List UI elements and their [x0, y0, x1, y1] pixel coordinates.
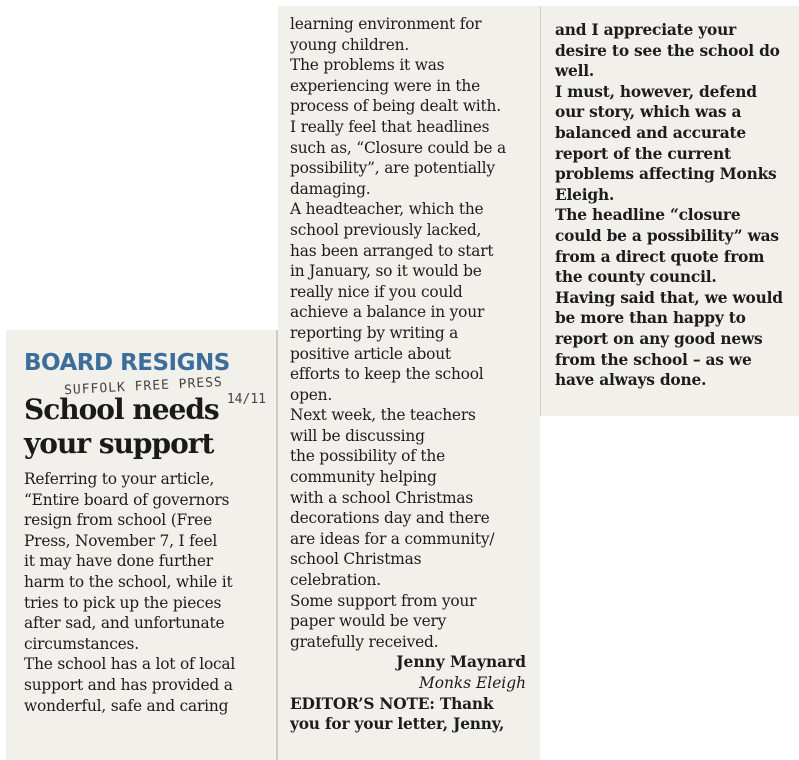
handwritten-note: SUFFOLK FREE PRESS — [63, 374, 224, 399]
editor-reply-body: and I appreciate your desire to see the school do well. I must, however, defend our story, which was a balanced and accurate report of the current problems affecting Monks Eleigh. The headline “closure could be a possibility” was from a direct quote from the county council. Having said that, we would be more than happy to report on any good news from the school – as we have always done. — [555, 21, 783, 390]
clipping-left-column — [6, 330, 276, 760]
signature-place: Monks Eleigh — [418, 674, 526, 692]
letter-body-part-2: learning environment for young children. The problems it was experiencing were in the process of being dealt with. I really feel that headlines such as, “Closure could be a possibility”, are potentially damaging. A headteacher, which the school previously lacked, has been arranged to start in January, so it would be really nice if you could achieve a balance in your reporting by writing a positive article about efforts to keep the school open. Next week, the teachers will be discussing the possibility of the community helping with a school Christmas decorations day and there are ideas for a community/ school Christmas celebration. Some support from your paper would be very gratefully received. — [290, 15, 506, 651]
editor-note: EDITOR’S NOTE: Thank you for your letter, Jenny, — [290, 694, 505, 734]
letter-body-part-1: Referring to your article, “Entire board of governors resign from school (Free Press, November 7, I feel it may have done further harm to the school, while it tries to pick up the pieces after sad, and unfortunate circumstances. The school has a lot of local support and has provided a wonderful, safe and caring — [24, 470, 236, 715]
letter-signoff — [290, 652, 526, 693]
clipping-middle-column — [278, 6, 540, 760]
kicker-label: BOARD RESIGNS — [24, 350, 230, 376]
letter-headline: School needs your support — [24, 393, 219, 460]
handwritten-date: 14/11 — [226, 392, 266, 407]
signature-name: Jenny Maynard — [396, 653, 526, 672]
clipping-right-column — [541, 6, 799, 416]
